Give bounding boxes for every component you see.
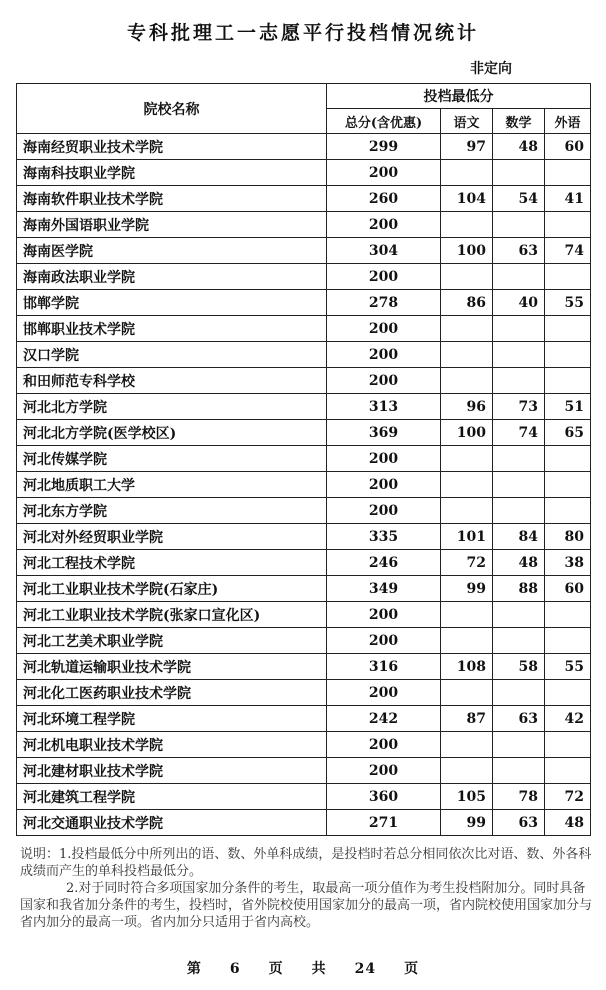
- chinese-score-cell: [441, 212, 493, 238]
- note-1: 说明：1.投档最低分中所列出的语、数、外单科成绩，是投档时若总分相同依次比对语、数、外各科成绩而产生的单科投档最低分。: [20, 847, 592, 879]
- school-name-cell: 海南外国语职业学院: [17, 212, 327, 238]
- foreign-score-cell: [545, 498, 591, 524]
- school-name-cell: 汉口学院: [17, 342, 327, 368]
- chinese-score-cell: [441, 472, 493, 498]
- total-score-cell: 200: [327, 602, 441, 628]
- school-name-cell: 海南科技职业学院: [17, 160, 327, 186]
- chinese-score-cell: 101: [441, 524, 493, 550]
- math-score-cell: 48: [493, 134, 545, 160]
- total-score-cell: 200: [327, 160, 441, 186]
- school-name-cell: 海南软件职业技术学院: [17, 186, 327, 212]
- math-score-cell: 78: [493, 784, 545, 810]
- chinese-score-cell: 86: [441, 290, 493, 316]
- math-score-cell: 63: [493, 810, 545, 836]
- foreign-score-cell: 55: [545, 654, 591, 680]
- foreign-score-cell: 38: [545, 550, 591, 576]
- foreign-score-cell: 55: [545, 290, 591, 316]
- table-row: [17, 654, 591, 680]
- chinese-score-cell: [441, 160, 493, 186]
- math-score-cell: [493, 264, 545, 290]
- admission-scores-table: [16, 83, 591, 836]
- page-footer: [0, 958, 606, 978]
- school-name-cell: 河北环境工程学院: [17, 706, 327, 732]
- table-row: [17, 732, 591, 758]
- foreign-score-cell: [545, 758, 591, 784]
- header-math: 数学: [493, 109, 545, 134]
- table-row: [17, 238, 591, 264]
- school-name-cell: 河北建筑工程学院: [17, 784, 327, 810]
- total-score-cell: 369: [327, 420, 441, 446]
- page-label: 第: [186, 961, 202, 977]
- chinese-score-cell: [441, 732, 493, 758]
- total-score-cell: 335: [327, 524, 441, 550]
- table-row: [17, 498, 591, 524]
- total-score-cell: 271: [327, 810, 441, 836]
- math-score-cell: 88: [493, 576, 545, 602]
- table-row: [17, 550, 591, 576]
- table-row: [17, 134, 591, 160]
- note-2: 2.对于同时符合多项国家加分条件的考生，取最高一项分值作为考生投档附加分。同时具备国家和我省加分条件的考生，投档时，省外院校使用国家加分的最高一项，省内院校使用国家加分与省内加分的最高一项。省内加分只适用于省内高校。: [20, 881, 593, 930]
- total-score-cell: 200: [327, 680, 441, 706]
- school-name-cell: 海南政法职业学院: [17, 264, 327, 290]
- math-score-cell: 63: [493, 706, 545, 732]
- foreign-score-cell: 41: [545, 186, 591, 212]
- total-score-cell: 200: [327, 472, 441, 498]
- foreign-score-cell: 80: [545, 524, 591, 550]
- page-title: 专科批理工一志愿平行投档情况统计: [126, 22, 479, 44]
- math-score-cell: [493, 758, 545, 784]
- table-row: [17, 264, 591, 290]
- foreign-score-cell: [545, 368, 591, 394]
- math-score-cell: 48: [493, 550, 545, 576]
- foreign-score-cell: [545, 160, 591, 186]
- chinese-score-cell: 99: [441, 810, 493, 836]
- chinese-score-cell: [441, 264, 493, 290]
- table-row: [17, 524, 591, 550]
- school-name-cell: 河北机电职业技术学院: [17, 732, 327, 758]
- foreign-score-cell: [545, 732, 591, 758]
- math-score-cell: [493, 680, 545, 706]
- school-name-cell: 河北东方学院: [17, 498, 327, 524]
- table-row: [17, 368, 591, 394]
- math-score-cell: [493, 472, 545, 498]
- header-chinese: 语文: [441, 109, 493, 134]
- page-number: 6: [229, 961, 241, 977]
- foreign-score-cell: 65: [545, 420, 591, 446]
- total-score-cell: 200: [327, 758, 441, 784]
- math-score-cell: [493, 368, 545, 394]
- header-foreign: 外语: [545, 109, 591, 134]
- foreign-score-cell: 51: [545, 394, 591, 420]
- school-name-cell: 河北地质职工大学: [17, 472, 327, 498]
- chinese-score-cell: [441, 342, 493, 368]
- total-score-cell: 299: [327, 134, 441, 160]
- school-name-cell: 河北建材职业技术学院: [17, 758, 327, 784]
- table-row: [17, 160, 591, 186]
- foreign-score-cell: 42: [545, 706, 591, 732]
- school-name-cell: 和田师范专科学校: [17, 368, 327, 394]
- school-name-cell: 河北工业职业技术学院(石家庄): [17, 576, 327, 602]
- chinese-score-cell: [441, 446, 493, 472]
- chinese-score-cell: 96: [441, 394, 493, 420]
- total-score-cell: 200: [327, 316, 441, 342]
- table-row: [17, 680, 591, 706]
- total-score-cell: 360: [327, 784, 441, 810]
- foreign-score-cell: 60: [545, 576, 591, 602]
- total-score-cell: 200: [327, 446, 441, 472]
- header-total: 总分(含优惠): [327, 109, 441, 134]
- school-name-cell: 河北交通职业技术学院: [17, 810, 327, 836]
- math-score-cell: [493, 498, 545, 524]
- foreign-score-cell: [545, 316, 591, 342]
- math-score-cell: [493, 160, 545, 186]
- foreign-score-cell: 72: [545, 784, 591, 810]
- school-name-cell: 河北轨道运输职业技术学院: [17, 654, 327, 680]
- math-score-cell: 63: [493, 238, 545, 264]
- table-row: [17, 394, 591, 420]
- header-min-score-group: 投档最低分: [327, 84, 591, 109]
- foreign-score-cell: 48: [545, 810, 591, 836]
- math-score-cell: 58: [493, 654, 545, 680]
- math-score-cell: [493, 316, 545, 342]
- notes: [20, 846, 592, 931]
- foreign-score-cell: [545, 342, 591, 368]
- math-score-cell: [493, 732, 545, 758]
- total-score-cell: 200: [327, 628, 441, 654]
- school-name-cell: 河北工业职业技术学院(张家口宣化区): [17, 602, 327, 628]
- chinese-score-cell: 72: [441, 550, 493, 576]
- total-score-cell: 246: [327, 550, 441, 576]
- table-row: [17, 342, 591, 368]
- chinese-score-cell: 105: [441, 784, 493, 810]
- subtitle: 非定向: [470, 61, 512, 77]
- chinese-score-cell: [441, 498, 493, 524]
- school-name-cell: 河北工程技术学院: [17, 550, 327, 576]
- school-name-cell: 河北化工医药职业技术学院: [17, 680, 327, 706]
- table-row: [17, 186, 591, 212]
- school-name-cell: 河北工艺美术职业学院: [17, 628, 327, 654]
- total-score-cell: 304: [327, 238, 441, 264]
- table-row: [17, 316, 591, 342]
- total-score-cell: 316: [327, 654, 441, 680]
- table-row: [17, 706, 591, 732]
- total-pages: 24: [354, 961, 377, 977]
- total-score-cell: 313: [327, 394, 441, 420]
- table-row: [17, 290, 591, 316]
- table-row: [17, 472, 591, 498]
- math-score-cell: [493, 602, 545, 628]
- foreign-score-cell: [545, 680, 591, 706]
- total-score-cell: 200: [327, 368, 441, 394]
- total-score-cell: 349: [327, 576, 441, 602]
- total-score-cell: 200: [327, 264, 441, 290]
- chinese-score-cell: [441, 758, 493, 784]
- total-score-cell: 278: [327, 290, 441, 316]
- math-score-cell: 84: [493, 524, 545, 550]
- chinese-score-cell: [441, 628, 493, 654]
- chinese-score-cell: 99: [441, 576, 493, 602]
- school-name-cell: 海南经贸职业技术学院: [17, 134, 327, 160]
- math-score-cell: [493, 446, 545, 472]
- total-score-cell: 200: [327, 212, 441, 238]
- table-row: [17, 602, 591, 628]
- school-name-cell: 邯郸学院: [17, 290, 327, 316]
- school-name-cell: 河北传媒学院: [17, 446, 327, 472]
- math-score-cell: [493, 342, 545, 368]
- math-score-cell: [493, 212, 545, 238]
- math-score-cell: 40: [493, 290, 545, 316]
- foreign-score-cell: 60: [545, 134, 591, 160]
- total-score-cell: 200: [327, 342, 441, 368]
- chinese-score-cell: 100: [441, 238, 493, 264]
- math-score-cell: 73: [493, 394, 545, 420]
- total-unit: 页: [404, 961, 420, 977]
- foreign-score-cell: [545, 446, 591, 472]
- table-row: [17, 212, 591, 238]
- header-school-name: 院校名称: [17, 84, 327, 134]
- table-row: [17, 810, 591, 836]
- school-name-cell: 邯郸职业技术学院: [17, 316, 327, 342]
- table-row: [17, 576, 591, 602]
- school-name-cell: 海南医学院: [17, 238, 327, 264]
- chinese-score-cell: [441, 680, 493, 706]
- table-row: [17, 758, 591, 784]
- math-score-cell: 74: [493, 420, 545, 446]
- math-score-cell: [493, 628, 545, 654]
- total-label: 共: [311, 961, 327, 977]
- total-score-cell: 200: [327, 498, 441, 524]
- foreign-score-cell: [545, 264, 591, 290]
- chinese-score-cell: [441, 316, 493, 342]
- chinese-score-cell: 104: [441, 186, 493, 212]
- foreign-score-cell: [545, 472, 591, 498]
- total-score-cell: 200: [327, 732, 441, 758]
- math-score-cell: 54: [493, 186, 545, 212]
- foreign-score-cell: 74: [545, 238, 591, 264]
- school-name-cell: 河北对外经贸职业学院: [17, 524, 327, 550]
- table-row: [17, 446, 591, 472]
- chinese-score-cell: 108: [441, 654, 493, 680]
- chinese-score-cell: 87: [441, 706, 493, 732]
- foreign-score-cell: [545, 212, 591, 238]
- total-score-cell: 260: [327, 186, 441, 212]
- chinese-score-cell: 97: [441, 134, 493, 160]
- total-score-cell: 242: [327, 706, 441, 732]
- table-row: [17, 784, 591, 810]
- table-row: [17, 420, 591, 446]
- page-unit: 页: [268, 961, 284, 977]
- foreign-score-cell: [545, 602, 591, 628]
- school-name-cell: 河北北方学院(医学校区): [17, 420, 327, 446]
- foreign-score-cell: [545, 628, 591, 654]
- school-name-cell: 河北北方学院: [17, 394, 327, 420]
- chinese-score-cell: 100: [441, 420, 493, 446]
- table-row: [17, 628, 591, 654]
- chinese-score-cell: [441, 602, 493, 628]
- chinese-score-cell: [441, 368, 493, 394]
